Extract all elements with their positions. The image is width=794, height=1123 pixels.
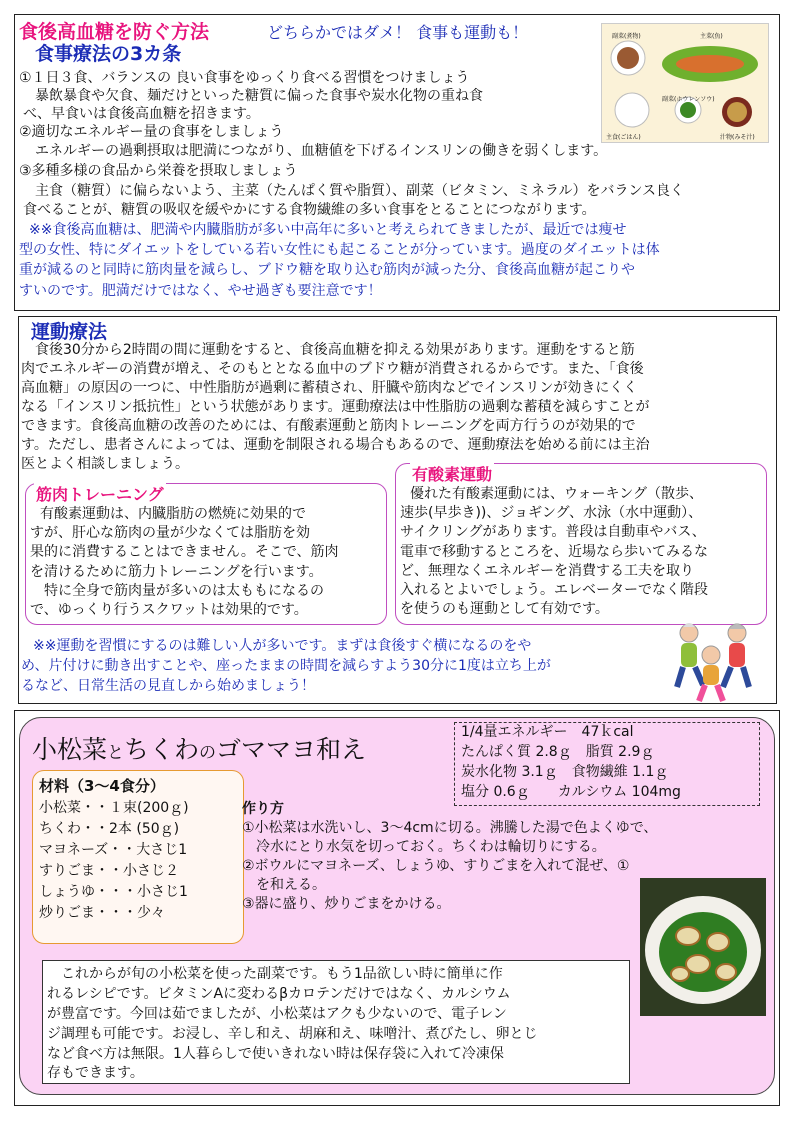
meal-item3-body-1: 主食（糖質）に偏らないよう、主菜（たんぱく質や脂質）、副菜（ビタミン、ミネラル）をバランス良く [35, 183, 685, 199]
exercise-body-2: 肉でエネルギーの消費が増え、そのもととなる血中のブドウ糖が消費されるからです。また、「食後 [21, 361, 644, 377]
recipe-panel [19, 717, 775, 1095]
nutrition-line-2: たんぱく質 2.8ｇ 脂質 2.9ｇ [461, 744, 655, 760]
meal-label-side: 副菜(煮物) [612, 33, 641, 40]
muscle-body-6: で、ゆっくり行うスクワットは効果的です。 [30, 602, 308, 618]
meal-label-staple: 主食(ごはん) [606, 134, 641, 141]
muscle-training-title: 筋肉トレーニング [34, 482, 166, 505]
exercise-body-1: 食後30分から2時間の間に運動をすると、食後高血糖を抑える効果があります。運動をすると筋 [21, 342, 635, 358]
ingredient-1: 小松菜・・１束(200ｇ) [39, 800, 189, 816]
memo-line-5: など食べ方は無限。1人暮らしで使いきれない時は保存袋に入れて冷凍保 [47, 1046, 504, 1062]
recipe-title-to: と [107, 743, 125, 763]
memo-line-6: 存もできます。 [47, 1065, 144, 1081]
ingredients-title: 材料（3～4食分） [39, 777, 165, 795]
meal-item3-body-2: 食べることが、糖質の吸収を緩やかにする食物繊維の多い食事をとることにつながります。 [23, 202, 596, 218]
memo-line-2: れるレシピです。ビタミンAに変わるβカロテンだけではなく、カルシウム [47, 986, 511, 1002]
step-3: ③器に盛り、炒りごまをかける。 [242, 896, 451, 912]
ingredient-5: しょうゆ・・・小さじ1 [39, 884, 188, 900]
aerobic-body-1: 優れた有酸素運動には、ウォーキング（散歩、 [410, 486, 704, 502]
step-1b: 冷水にとり水気を切っておく。ちくわは輪切りにする。 [242, 839, 606, 855]
memo-line-3: が豊富です。今回は茹でましたが、小松菜はアクも少ないので、電子レン [47, 1006, 507, 1022]
aerobic-body-2: 速歩(早歩き))、ジョギング、水泳（水中運動）、 [400, 505, 703, 521]
recipe-title-komatsuna: 小松菜 [32, 735, 108, 764]
recipe-title-chikuwa: ちくわ [124, 735, 200, 764]
aerobic-exercise-box [395, 463, 767, 625]
meal-note-2: 型の女性、特にダイエットをしている若い女性にも起こることが分っています。過度のダイエットは体 [19, 242, 660, 258]
exercise-body-3: 高血糖」の原因の一つに、中性脂肪が過剰に蓄積され、肝臓や筋肉などでインスリンが効きにくく [21, 380, 638, 396]
aerobic-body-7: を使うのも運動として有効です。 [400, 601, 609, 617]
meal-tagline: どちらかではダメ！ 食事も運動も！ [267, 23, 529, 42]
aerobic-title: 有酸素運動 [410, 462, 494, 485]
meal-label-soup: 汁物(みそ汁) [720, 134, 755, 141]
muscle-body-5: 特に全身で筋肉量が多いのは太ももになるの [30, 583, 324, 599]
meal-note-1: ※※食後高血糖は、肥満や内臓脂肪が多い中高年に多いと考えられてきましたが、最近では痩せ [29, 222, 627, 238]
aerobic-body-4: 電車で移動するところを、近場なら歩いてみるな [400, 544, 708, 560]
dish-photo [640, 878, 766, 1016]
memo-line-4: ジ調理も可能です。お浸し、辛し和え、胡麻和え、味噌汁、煮びたし、卵とじ [47, 1026, 538, 1042]
exercise-note-1: ※※運動を習慣にするのは難しい人が多いです。まずは食後すぐ横になるのをや [33, 638, 532, 654]
ingredient-6: 炒りごま・・・少々 [39, 905, 165, 921]
muscle-training-box [25, 483, 387, 625]
recipe-title [32, 730, 366, 766]
exercise-section [18, 316, 777, 704]
meal-note-3: 重が減るのと同時に筋肉量を減らし、ブドウ糖を取り込む筋肉が減った分、食後高血糖が起こりや [19, 262, 635, 278]
step-1a: ①小松菜は水洗いし、3～4cmに切る。沸騰した湯で色よくゆで、 [242, 820, 658, 836]
step-2a: ②ボウルにマヨネーズ、しょうゆ、すりごまを入れて混ぜ、① [242, 858, 630, 874]
recipe-title-no: の [199, 743, 217, 763]
exercise-body-4: なる「インスリン抵抗性」という状態があります。運動療法は中性脂肪の過剰な蓄積を減らすことが [21, 399, 650, 415]
exercise-body-6: す。ただし、患者さんによっては、運動を制限される場合もあるので、運動療法を始める前には主治 [21, 437, 650, 453]
nutrition-line-1: 1/4量エネルギー 47ｋcal [461, 724, 634, 740]
meal-note-4: すいのです。肥満だけではなく、やせ過ぎも要注意です！ [19, 283, 382, 299]
recipe-memo-box [42, 960, 630, 1084]
muscle-body-2: すが、肝心な筋肉の量が少なくては脂肪を効 [30, 525, 310, 541]
meal-subtitle: 食事療法の3カ条 [35, 43, 182, 65]
exercise-note-2: め、片付けに動き出すことや、座ったままの時間を減らすよう30分に1度は立ち上が [21, 658, 551, 674]
steps-title: 作り方 [242, 801, 284, 817]
nutrition-line-3: 炭水化物 3.1ｇ 食物繊維 1.1ｇ [461, 764, 669, 780]
meal-item1-body-2: べ、早食いは食後高血糖を招きます。 [23, 106, 260, 122]
nutrition-box [454, 722, 760, 806]
memo-line-1: これからが旬の小松菜を使った副菜です。もう1品欲しい時に簡単に作 [47, 966, 503, 982]
ingredient-4: すりごま・・小さじ２ [39, 863, 179, 879]
meal-label-main: 主菜(魚) [700, 33, 723, 40]
muscle-body-3: 果的に消費することはできません。そこで、筋肉 [30, 544, 339, 560]
meal-item3-head: ③多種多様の食品から栄養を摂取しましょう [19, 163, 298, 179]
exercise-body-5: できます。食後高血糖の改善のためには、有酸素運動と筋肉トレーニングを両方行うのが効果的で [21, 418, 636, 434]
meal-item2-body: エネルギーの過剰摂取は肥満につながり、血糖値を下げるインスリンの働きを弱くします。 [35, 143, 608, 159]
exercise-title: 運動療法 [31, 321, 108, 343]
aerobic-body-5: ど、無理なくエネルギーを消費する工夫を取り [400, 563, 694, 579]
ingredient-3: マヨネーズ・・大さじ1 [39, 842, 188, 858]
exercise-body-7: 医とよく相談しましょう。 [21, 456, 189, 472]
meal-illustration [601, 23, 769, 143]
ingredients-box [32, 770, 244, 944]
meal-item1-body-1: 暴飲暴食や欠食、麺だけといった糖質に偏った食事や炭水化物の重ね食 [35, 88, 483, 104]
recipe-title-dish: ゴママヨ和え [216, 735, 367, 764]
exercise-note-3: るなど、日常生活の見直しから始めましょう！ [21, 678, 315, 694]
meal-title: 食後高血糖を防ぐ方法 [19, 21, 210, 43]
recipe-outer [14, 710, 780, 1106]
meal-item2-head: ②適切なエネルギー量の食事をしましょう [19, 124, 284, 140]
walking-people-illustration [659, 619, 769, 703]
step-2b: を和える。 [242, 877, 326, 893]
aerobic-body-6: 入れるとよいでしょう。エレベーターでなく階段 [400, 582, 708, 598]
meal-label-side2: 副菜(ホウレンソウ) [662, 96, 715, 103]
muscle-body-1: 有酸素運動は、内臓脂肪の燃焼に効果的で [40, 506, 306, 522]
muscle-body-4: を清けるために筋力トレーニングを行います。 [30, 564, 323, 580]
nutrition-line-4: 塩分 0.6ｇ カルシウム 104mg [461, 784, 681, 800]
ingredient-2: ちくわ・・2本 (50ｇ) [39, 821, 180, 837]
meal-item1-head: ①１日３食、バランスの 良い食事をゆっくり食べる習慣をつけましょう [19, 70, 470, 86]
aerobic-body-3: サイクリングがあります。普段は自動車やバス、 [400, 524, 706, 540]
meal-section [14, 14, 780, 311]
